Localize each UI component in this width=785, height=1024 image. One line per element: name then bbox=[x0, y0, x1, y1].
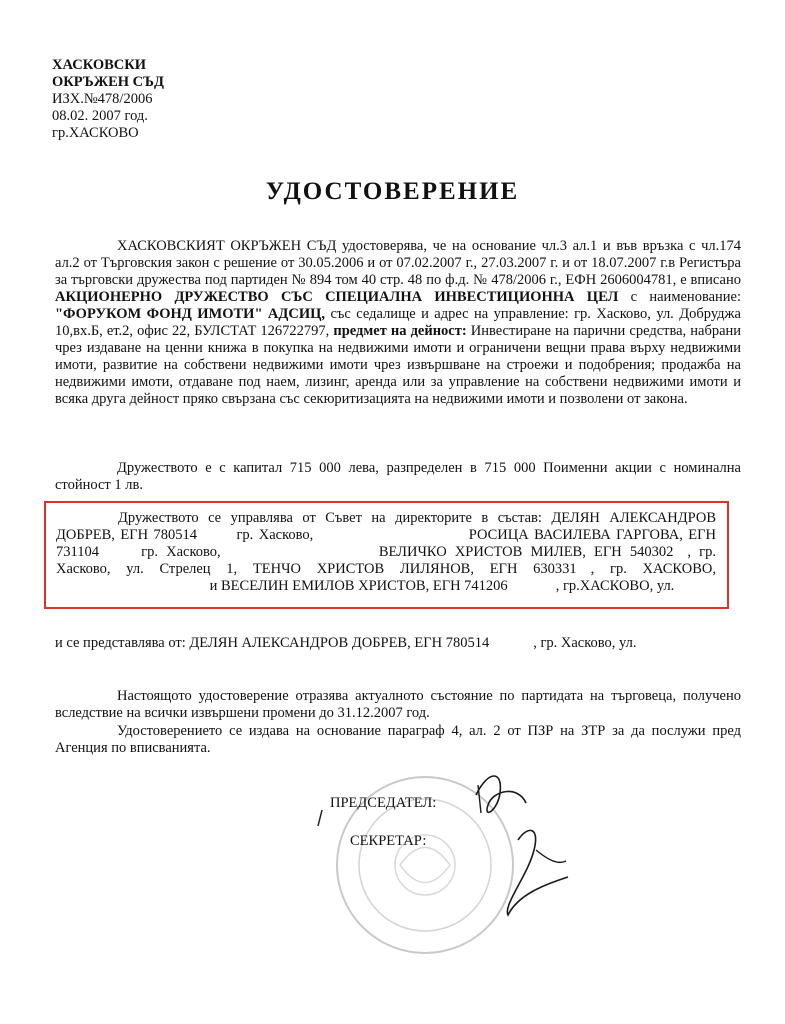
document-title: УДОСТОВЕРЕНИЕ bbox=[265, 178, 520, 205]
board-text-3: РОСИЦА ВАСИЛЕВА ГАРГОВА, ЕГН 731104 bbox=[56, 527, 716, 560]
basis-text: Удостоверението се издава на основание параграф 4, ал. 2 от ПЗР на ЗТР за да послужи пред Агенция по вписванията. bbox=[55, 723, 741, 756]
margin-mark bbox=[316, 808, 324, 833]
representation-tail: , гр. Хасково, ул. bbox=[533, 635, 637, 651]
capital-text: Дружеството е с капитал 715 000 лева, разпределен в 715 000 Поименни акции с номинална стойност 1 лв. bbox=[55, 460, 741, 493]
status-text: Настоящото удостоверение отразява актуалното състояние по партидата на търговеца, получено вследствие на всички извършени промени до 31.12.2007 год. bbox=[55, 688, 741, 721]
redacted-block bbox=[197, 529, 231, 543]
court-header bbox=[52, 57, 164, 142]
redacted-block bbox=[489, 637, 533, 651]
redacted-block bbox=[221, 546, 371, 560]
paragraph-board bbox=[56, 510, 716, 595]
company-type: АКЦИОНЕРНО ДРУЖЕСТВО СЪС СПЕЦИАЛНА ИНВЕСТИЦИОННА ЦЕЛ bbox=[55, 289, 619, 305]
board-text-2: гр. Хасково, bbox=[236, 527, 314, 543]
handwritten-signature bbox=[448, 765, 578, 925]
board-text-9: , гр.ХАСКОВО, ул. bbox=[555, 578, 675, 594]
board-text-7: , гр. ХАСКОВО, bbox=[590, 561, 716, 577]
court-name-line1: ХАСКОВСКИ bbox=[52, 57, 147, 73]
chairman-label: ПРЕДСЕДАТЕЛ: bbox=[330, 795, 437, 811]
registration-intro: ХАСКОВСКИЯТ ОКРЪЖЕН СЪД удостоверява, че на основание чл.3 ал.1 и във връзка с чл.174 ал.2 от Търговския закон с решение от 30.05.2006 и от 07.02.2007 г., 27.03.2007 г. и от 18.07.2007 г.в Регистъра за търговски дружества под партиден № 894 том 40 стр. 48 по ф.д. № 478/2006 г., ЕФН 2606004781, е вписано bbox=[55, 238, 741, 288]
paragraph-status bbox=[55, 688, 741, 722]
paragraph-basis bbox=[55, 723, 741, 757]
representation-text: и се представлява от: ДЕЛЯН АЛЕКСАНДРОВ ДОБРЕВ, ЕГН 780514 bbox=[55, 635, 490, 651]
reference-number: ИЗХ.№478/2006 bbox=[52, 91, 153, 107]
issue-date: 08.02. 2007 год. bbox=[52, 108, 148, 124]
board-text-4: гр. Хасково, bbox=[141, 544, 221, 560]
board-text-6: , гр. Хасково, ул. Стрелец 1, ТЕНЧО ХРИСТОВ ЛИЛЯНОВ, ЕГН 630331 bbox=[56, 544, 717, 577]
company-name: "ФОРУКОМ ФОНД ИМОТИ" АДСИЦ, bbox=[55, 306, 326, 322]
company-address: със седалище и адрес на управление: гр. Хасково, ул. Добруджа 10,вх.Б, ет.2, офис 22, БУЛСТАТ 126722797, bbox=[55, 306, 741, 339]
paragraph-registration bbox=[55, 238, 741, 408]
court-name-line2: ОКРЪЖЕН СЪД bbox=[52, 74, 165, 90]
name-intro: с наименование: bbox=[630, 289, 742, 305]
board-text-8: и ВЕСЕЛИН ЕМИЛОВ ХРИСТОВ, ЕГН 741206 bbox=[209, 578, 508, 594]
paragraph-representation bbox=[55, 635, 741, 652]
redacted-block bbox=[508, 580, 556, 594]
activity-text: Инвестиране на парични средства, набрани чрез издаване на ценни книжа в покупка на недвижими имоти и ограничени вещни права върху недвижими имоти, развитие на собствени недвижими имоти чрез извършване на строежи и подобрения; продажба на недвижими имоти, отдаване под наем, лизинг, аренда или за управление на собствени недвижими имоти и всяка друга дейност пряко свързана със секюритизацията на недвижими имоти и позволени от закона. bbox=[55, 323, 742, 407]
redacted-block bbox=[56, 580, 206, 594]
redacted-block bbox=[577, 563, 591, 577]
activity-label: предмет на дейност: bbox=[333, 323, 467, 339]
redacted-block bbox=[99, 546, 133, 560]
board-text-5: ВЕЛИЧКО ХРИСТОВ МИЛЕВ, ЕГН 540302 bbox=[378, 544, 674, 560]
secretary-label: СЕКРЕТАР: bbox=[350, 833, 427, 849]
issue-city: гр.ХАСКОВО bbox=[52, 125, 139, 141]
redacted-block bbox=[673, 546, 687, 560]
board-text-1: Дружеството се управлява от Съвет на директорите в състав: ДЕЛЯН АЛЕКСАНДРОВ ДОБРЕВ, ЕГН 780514 bbox=[56, 510, 716, 543]
paragraph-capital bbox=[55, 460, 741, 494]
redacted-block bbox=[313, 529, 463, 543]
